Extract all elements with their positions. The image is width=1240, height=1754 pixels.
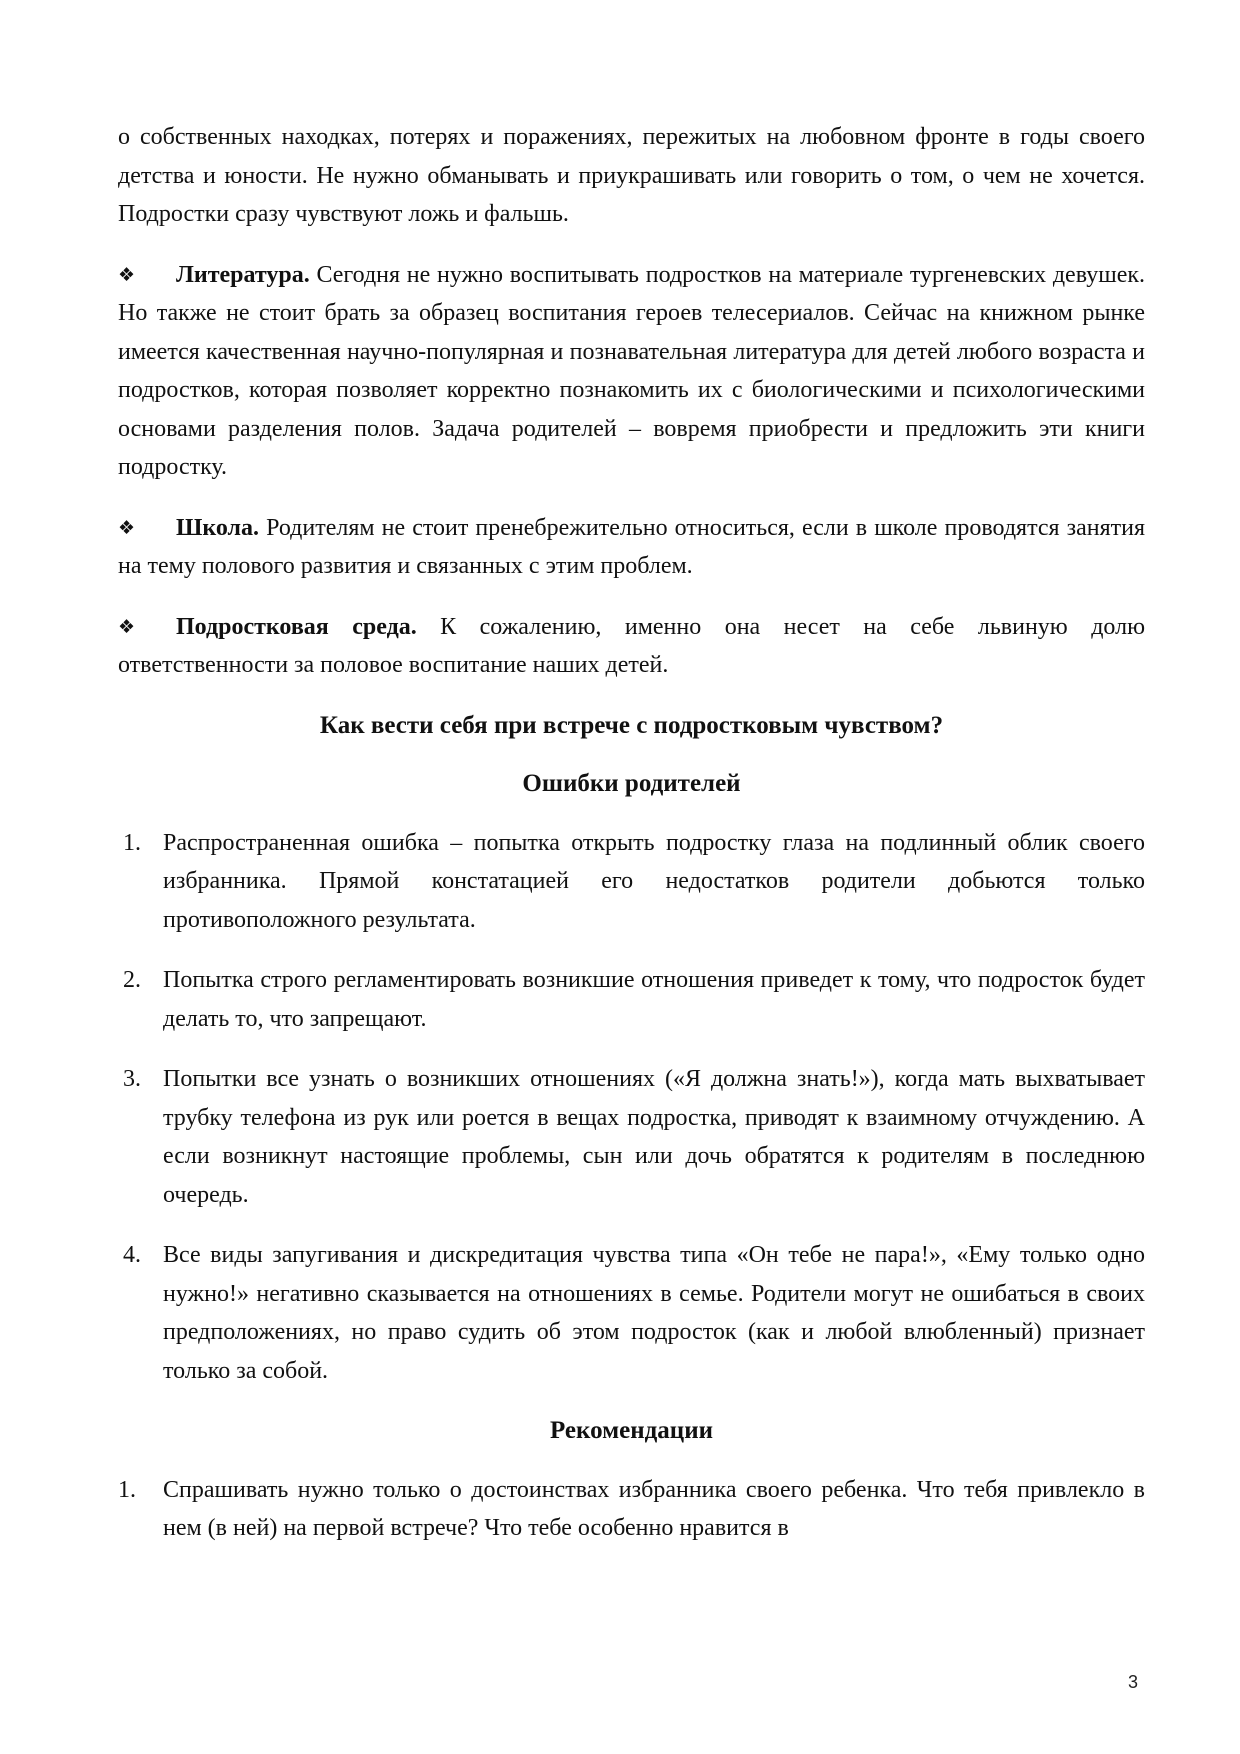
section-heading-main: Как вести себя при встрече с подростковым чувством? (319, 711, 944, 739)
list-item (118, 1060, 1145, 1214)
recommendations-list (118, 1471, 1145, 1548)
list-number: 1. (118, 1476, 136, 1503)
diamond-bullet-icon: ❖ (118, 263, 136, 286)
list-item-text: Распространенная ошибка – попытка открыть подростку глаза на подлинный облик своего избранника. Прямой констатацией его недостатков родители добьются только противоположного результата. (163, 829, 1145, 933)
diamond-bullet-icon: ❖ (118, 615, 136, 638)
bullet-teen-environment (118, 608, 1145, 685)
list-number: 3. (123, 1066, 141, 1092)
errors-list (118, 824, 1145, 1391)
section-heading-errors: Ошибки родителей (522, 770, 741, 797)
list-item-text: Попытки все узнать о возникших отношениях («Я должна знать!»), когда мать выхватывает трубку телефона из рук или роется в вещах подростка, приводят к взаимному отчуждению. А если возникнут настоящие проблемы, сын или дочь обратятся к родителям в последнюю очередь. (163, 1066, 1145, 1208)
diamond-bullet-icon: ❖ (118, 516, 136, 539)
list-item (118, 1236, 1145, 1390)
list-number: 1. (123, 829, 141, 856)
bullet-title: Литература. (176, 261, 310, 288)
list-number: 4. (123, 1242, 141, 1268)
list-item (118, 824, 1145, 940)
section-heading-recommendations: Рекомендации (549, 1417, 714, 1444)
list-number: 2. (123, 967, 141, 993)
bullet-text: Родителям не стоит пренебрежительно относиться, если в школе проводятся занятия на тему полового развития и связанных с этим проблем. (118, 514, 1145, 579)
list-item-text: Спрашивать нужно только о достоинствах избранника своего ребенка. Что тебя привлекло в нем (в ней) на первой встрече? Что тебе особенно нравится в (163, 1476, 1145, 1541)
list-item (118, 1471, 1145, 1548)
bullet-title: Школа. (176, 514, 260, 541)
bullet-text: К сожалению, именно она несет на себе львиную долю ответственности за половое воспитание наших детей. (118, 613, 1145, 678)
list-item (118, 961, 1145, 1038)
page-content (118, 118, 1145, 1570)
intro-paragraph: о собственных находках, потерях и поражениях, пережитых на любовном фронте в годы своего детства и юности. Не нужно обманывать и приукрашивать или говорить о том, о чем не хочется. Подростки сразу чувствуют ложь и фальшь. (118, 124, 1145, 227)
list-item-text: Все виды запугивания и дискредитация чувства типа «Он тебе не пара!», «Ему только одно нужно!» негативно сказывается на отношениях в семье. Родители могут не ошибаться в своих предположениях, но право судить об этом подросток (как и любой влюбленный) признает только за собой. (163, 1242, 1145, 1384)
list-item-text: Попытка строго регламентировать возникшие отношения приведет к тому, что подросток будет делать то, что запрещают. (163, 967, 1145, 1032)
page-number: 3 (1128, 1672, 1139, 1692)
bullet-school (118, 509, 1145, 586)
bullet-literature (118, 256, 1145, 487)
bullet-text: Сегодня не нужно воспитывать подростков на материале тургеневских девушек. Но также не стоит брать за образец воспитания героев телесериалов. Сейчас на книжном рынке имеется качественная научно-популярная и познавательная литература для детей любого возраста и подростков, которая позволяет корректно познакомить их с биологическими и психологическими основами разделения полов. Задача родителей – вовремя приобрести и предложить эти книги подростку. (118, 261, 1145, 480)
bullet-title: Подростковая среда. (176, 613, 417, 640)
